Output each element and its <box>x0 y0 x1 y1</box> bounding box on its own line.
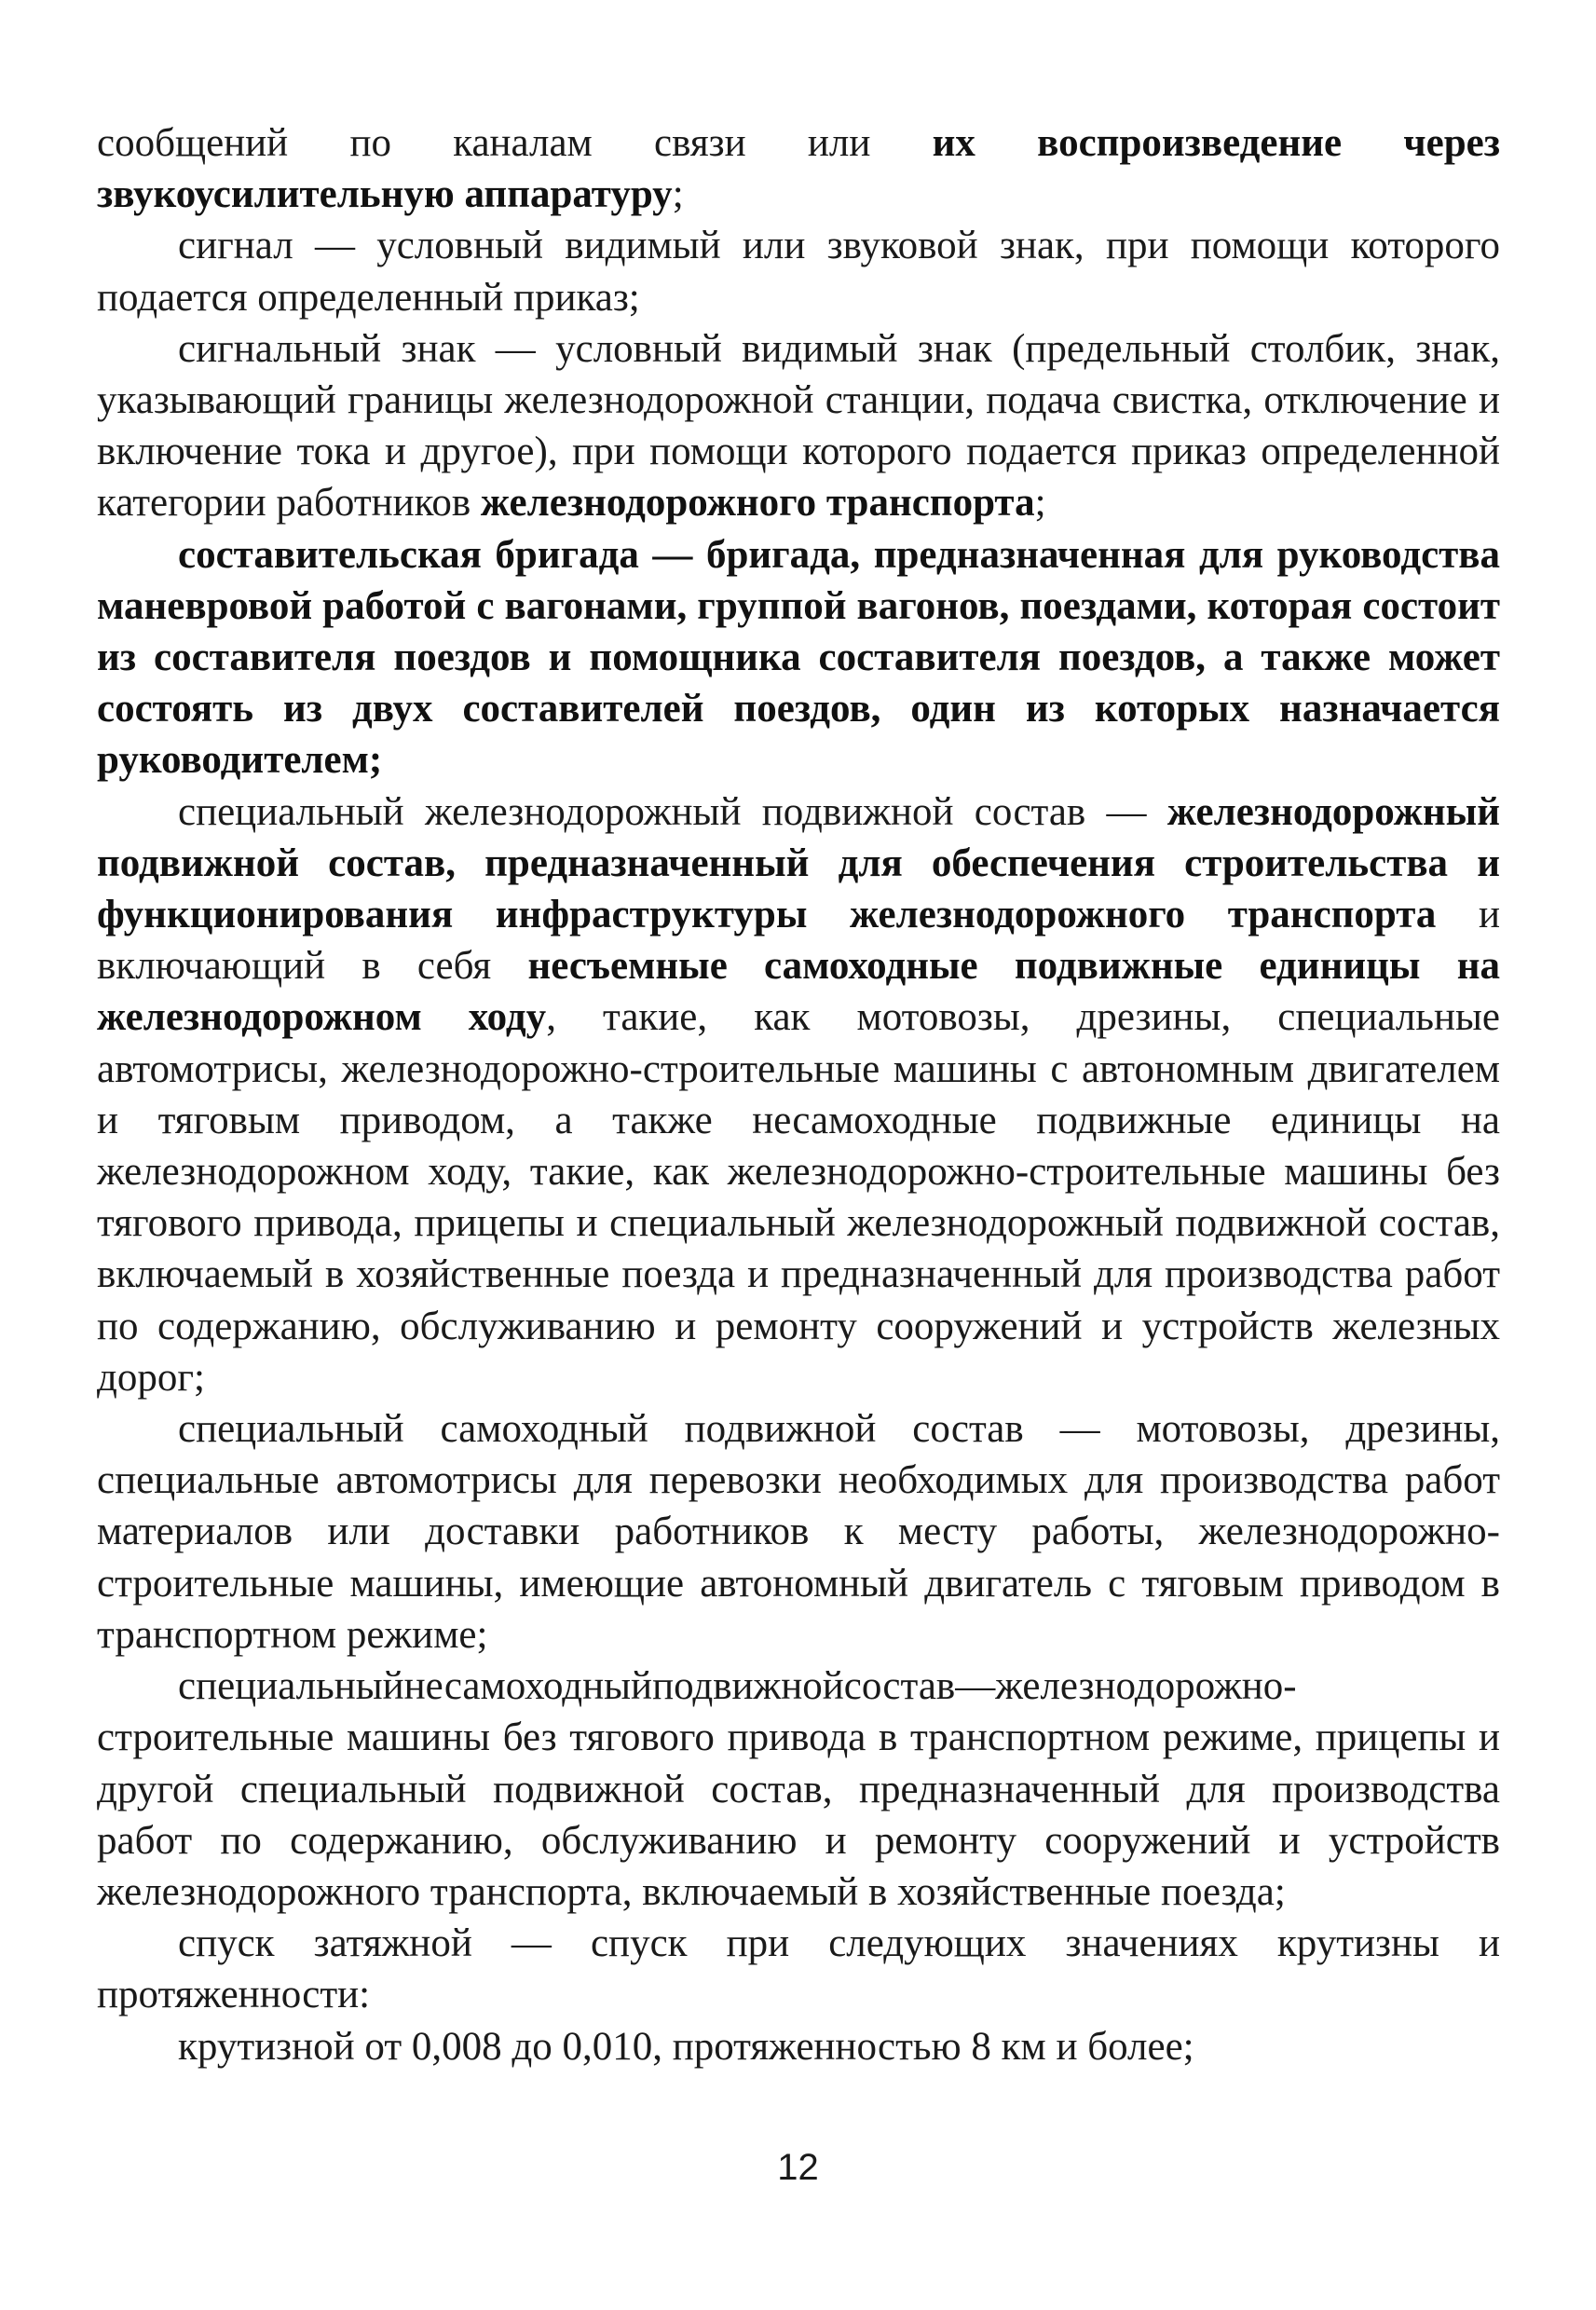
document-body <box>97 117 1500 2072</box>
paragraph-descent <box>97 1918 1500 2020</box>
paragraph-1 <box>97 117 1500 220</box>
paragraph-self-propelled-text: специальный самоходный подвижной состав — мотовозы, дрезины, специальные автомотрисы для перевозки необходимых для производства работ материалов или доставки работников к месту работы, железнодорожно-строительные машины, имеющие автономный двигатель с тяговым приводом в транспортном режиме; <box>97 1407 1500 1657</box>
paragraph-non-self-propelled <box>97 1661 1500 1918</box>
paragraph-steepness-text: крутизной от 0,008 до 0,010, протяженностью 8 км и более; <box>178 2024 1194 2069</box>
paragraph-signal-text: сигнал — условный видимый или звуковой знак, при помощи которого подается определенный приказ; <box>97 224 1500 320</box>
paragraph-1-end: ; <box>672 172 684 217</box>
paragraph-special-text-3: , такие, как мотовозы, дрезины, специальные автомотрисы, железнодорожно-строительные машины с автономным двигателем и тяговым приводом, а также несамоходные подвижные единицы на железнодорожном ходу, такие, как железнодорожно-строительные машины без тягового привода, прицепы и специальный железнодорожный подвижной состав, включаемый в хозяйственные поезда и предназначенный для производства работ по содержанию, обслуживанию и ремонту сооружений и устройств железных дорог; <box>97 995 1500 1400</box>
paragraph-signal-sign-text: сигнальный знак — условный видимый знак (предельный столбик, знак, указывающий границы железнодорожной станции, подача свистка, отключение и включение тока и другое), при помощи которого подается приказ определенной категории работников <box>97 326 1500 526</box>
paragraph-1-bold: их воспроизведение через звукоусилительную аппаратуру <box>97 121 1500 217</box>
paragraph-special-bold-1: железнодорожный подвижной состав, предназначенный для обеспечения строительства и функционирования инфраструктуры железнодорожного транспорта <box>97 789 1500 937</box>
page-number: 12 <box>777 2147 819 2188</box>
paragraph-special-bold-2: несъемные самоходные подвижные единицы на железнодорожном ходу <box>97 944 1500 1040</box>
paragraph-signal-sign <box>97 323 1500 529</box>
paragraph-steepness <box>97 2021 1500 2072</box>
paragraph-non-self-propelled-text: специальныйнесамоходныйподвижнойсостав—железнодорожно-строительные машины без тягового привода в транспортном режиме, прицепы и другой специальный подвижной состав, предназначенный для производства работ по содержанию, обслуживанию и ремонту сооружений и устройств железнодорожного транспорта, включаемый в хозяйственные поезда; <box>97 1664 1500 1914</box>
paragraph-descent-text: спуск затяжной — спуск при следующих значениях крутизны и протяженности: <box>97 1921 1500 2017</box>
paragraph-signal-sign-end: ; <box>1034 481 1046 526</box>
paragraph-signal-sign-bold: железнодорожного транспорта <box>480 481 1035 526</box>
paragraph-signal <box>97 220 1500 322</box>
paragraph-special-text-2: и включающий в себя <box>97 893 1501 989</box>
paragraph-crew-bold: составительская бригада — бригада, предназначенная для руководства маневровой работой с вагонами, группой вагонов, поездами, которая состоит из составителя поездов и помощника составителя поездов, а также может состоять из двух составителей поездов, один из которых назначается руководителем; <box>97 532 1500 783</box>
paragraph-crew <box>97 529 1500 786</box>
paragraph-special-text-1: специальный железнодорожный подвижной состав — <box>178 789 1167 834</box>
paragraph-1-text: сообщений по каналам связи или <box>97 121 933 165</box>
paragraph-self-propelled <box>97 1403 1500 1661</box>
paragraph-special-rolling-stock <box>97 786 1500 1403</box>
